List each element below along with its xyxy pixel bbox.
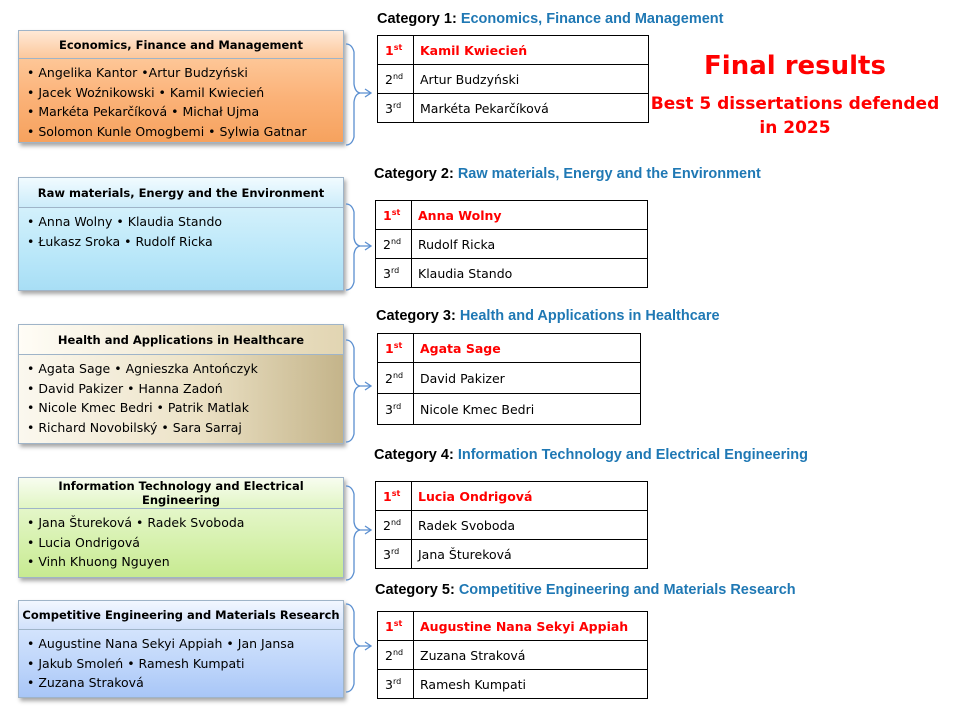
result-row-second — [378, 363, 641, 394]
place-cell: 1st — [376, 482, 412, 511]
nominees-line: • Nicole Kmec Bedri • Patrik Matlak — [27, 400, 249, 415]
nominees-line: • Jacek Woźnikowski • Kamil Kwiecień — [27, 84, 265, 100]
winner-name: Nicole Kmec Bedri — [414, 394, 641, 425]
category-heading — [376, 308, 720, 324]
nominees-box-title: Competitive Engineering and Materials Research — [19, 601, 343, 630]
winner-name: Ramesh Kumpati — [414, 670, 648, 699]
category-label: Category 5: — [375, 582, 455, 598]
category-label: Category 3: — [376, 308, 456, 324]
result-row-first — [378, 334, 641, 363]
nominees-line: • Lucia Ondrigová — [27, 534, 140, 550]
nominees-line: • Augustine Nana Sekyi Appiah • Jan Jansa — [27, 636, 295, 651]
category-heading — [377, 11, 723, 27]
results-table — [375, 200, 648, 288]
nominees-line: • Angelika Kantor •Artur Budzyński — [27, 65, 248, 80]
category-heading — [374, 166, 761, 182]
nominees-box-it — [18, 477, 344, 578]
category-label: Category 4: — [374, 447, 454, 463]
winner-name: Klaudia Stando — [412, 259, 648, 288]
nominees-list — [19, 208, 343, 251]
place-cell: 3rd — [376, 259, 412, 288]
place-cell: 3rd — [378, 94, 414, 123]
nominees-box-competitive-engineering — [18, 600, 344, 698]
nominees-box-health — [18, 324, 344, 444]
place-cell: 2nd — [376, 230, 412, 259]
nominees-line: • Jana Štureková • Radek Svoboda — [27, 515, 245, 530]
place-cell: 2nd — [378, 65, 414, 94]
winner-name: Radek Svoboda — [412, 511, 648, 540]
result-row-third — [378, 394, 641, 425]
place-cell: 3rd — [376, 540, 412, 569]
category-name: Health and Applications in Healthcare — [459, 308, 720, 324]
category-name: Economics, Finance and Management — [460, 11, 724, 27]
brace-connector — [344, 602, 374, 694]
nominees-list — [19, 355, 343, 437]
nominees-line: • Vinh Khuong Nguyen — [27, 554, 170, 569]
final-results-title: Final results — [704, 51, 886, 81]
nominees-line: • Łukasz Sroka • Rudolf Ricka — [27, 233, 213, 249]
place-cell: 3rd — [378, 670, 414, 699]
nominees-line: • Solomon Kunle Omogbemi • Sylwia Gatnar — [27, 123, 307, 139]
nominees-list — [19, 59, 343, 141]
nominees-line: • Richard Novobilský • Sara Sarraj — [27, 419, 242, 435]
place-cell: 1st — [378, 334, 414, 363]
result-row-second — [378, 65, 649, 94]
place-cell: 1st — [378, 36, 414, 65]
results-table — [377, 333, 641, 425]
result-row-second — [376, 511, 648, 540]
nominees-line: • Jakub Smoleń • Ramesh Kumpati — [27, 655, 245, 671]
nominees-box-raw-materials — [18, 177, 344, 291]
result-row-third — [376, 259, 648, 288]
results-table — [375, 481, 648, 569]
nominees-box-economics — [18, 30, 344, 143]
nominees-line: • Agata Sage • Agnieszka Antończyk — [27, 361, 258, 376]
nominees-line: • Zuzana Straková — [27, 675, 144, 690]
result-row-third — [376, 540, 648, 569]
result-row-third — [378, 94, 649, 123]
place-cell: 1st — [376, 201, 412, 230]
place-cell: 2nd — [376, 511, 412, 540]
nominees-box-title: Raw materials, Energy and the Environment — [19, 178, 343, 208]
result-row-first — [376, 201, 648, 230]
winner-name: Agata Sage — [414, 334, 641, 363]
result-row-second — [378, 641, 648, 670]
results-table — [377, 611, 648, 699]
result-row-second — [376, 230, 648, 259]
brace-connector — [344, 42, 374, 147]
nominees-line: • Markéta Pekarčíková • Michał Ujma — [27, 104, 260, 119]
nominees-box-title: Information Technology and Electrical Engineering — [19, 478, 343, 509]
brace-connector — [344, 202, 374, 292]
brace-connector — [344, 338, 374, 444]
result-row-first — [378, 36, 649, 65]
brace-connector — [344, 484, 374, 582]
nominees-list — [19, 509, 343, 572]
category-name: Information Technology and Electrical Engineering — [457, 447, 809, 463]
place-cell: 2nd — [378, 641, 414, 670]
result-row-first — [378, 612, 648, 641]
category-heading — [374, 447, 808, 463]
category-label: Category 2: — [374, 166, 454, 182]
nominees-list — [19, 630, 343, 693]
category-heading — [375, 582, 796, 598]
nominees-box-title: Health and Applications in Healthcare — [19, 325, 343, 355]
place-cell: 2nd — [378, 363, 414, 394]
winner-name: Kamil Kwiecień — [414, 36, 649, 65]
winner-name: Markéta Pekarčíková — [414, 94, 649, 123]
nominees-line: • Anna Wolny • Klaudia Stando — [27, 214, 223, 229]
category-name: Raw materials, Energy and the Environment — [457, 166, 761, 182]
winner-name: Anna Wolny — [412, 201, 648, 230]
category-label: Category 1: — [377, 11, 457, 27]
result-row-third — [378, 670, 648, 699]
place-cell: 1st — [378, 612, 414, 641]
winner-name: Artur Budzyński — [414, 65, 649, 94]
winner-name: Augustine Nana Sekyi Appiah — [414, 612, 648, 641]
winner-name: Zuzana Straková — [414, 641, 648, 670]
final-results-subtitle: Best 5 dissertations defended in 2025 — [650, 94, 940, 138]
winner-name: Lucia Ondrigová — [412, 482, 648, 511]
category-name: Competitive Engineering and Materials Research — [458, 582, 796, 598]
result-row-first — [376, 482, 648, 511]
winner-name: Rudolf Ricka — [412, 230, 648, 259]
winner-name: David Pakizer — [414, 363, 641, 394]
place-cell: 3rd — [378, 394, 414, 425]
nominees-line: • David Pakizer • Hanna Zadoń — [27, 380, 223, 396]
nominees-box-title: Economics, Finance and Management — [19, 31, 343, 59]
results-table — [377, 35, 649, 123]
winner-name: Jana Štureková — [412, 540, 648, 569]
